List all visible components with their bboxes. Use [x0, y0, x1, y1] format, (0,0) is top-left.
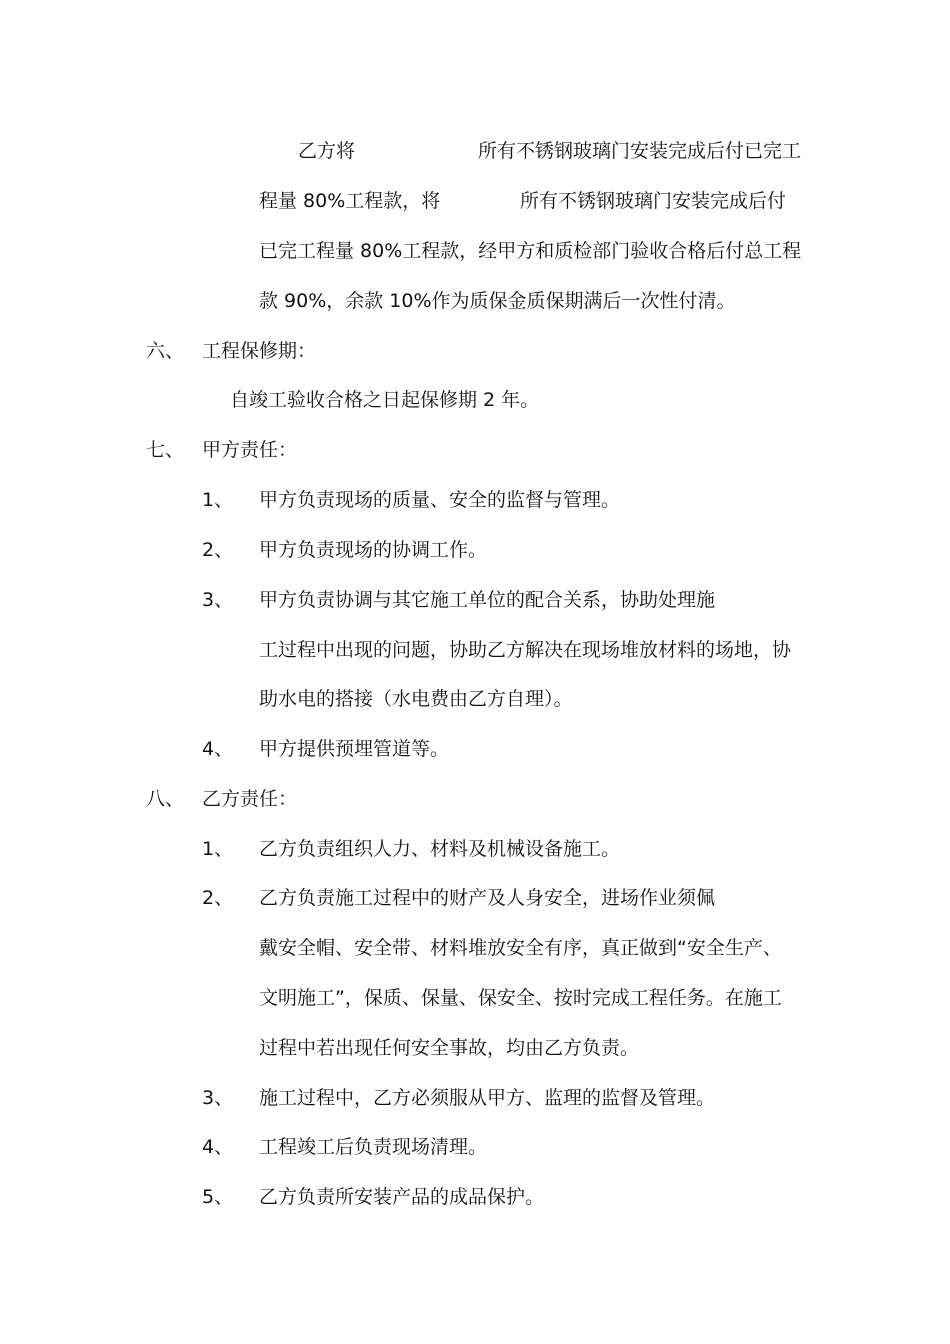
payment-line-2b: 所有不锈钢玻璃门安装完成后付	[520, 190, 787, 212]
payment-line-4: 款 90%，余款 10%作为质保金质保期满后一次性付清。	[259, 290, 736, 312]
section8-item-5-number: 5、	[202, 1186, 234, 1208]
section8-number: 八、	[146, 788, 185, 810]
section8-item-1-line-1: 乙方负责组织人力、材料及机械设备施工。	[259, 838, 621, 860]
payment-line-1b: 所有不锈钢玻璃门安装完成后付已完工	[478, 140, 802, 162]
section6-body: 自竣工验收合格之日起保修期 2 年。	[230, 389, 540, 411]
section8-item-3-line-1: 施工过程中，乙方必须服从甲方、监理的监督及管理。	[259, 1087, 716, 1109]
section7-item-3-line-3: 助水电的搭接（水电费由乙方自理）。	[259, 688, 573, 710]
section8-item-5-line-1: 乙方负责所安装产品的成品保护。	[259, 1186, 545, 1208]
section7-item-1-number: 1、	[202, 489, 234, 511]
payment-line-3: 已完工程量 80%工程款，经甲方和质检部门验收合格后付总工程	[259, 240, 802, 262]
section8-item-4-line-1: 工程竣工后负责现场清理。	[259, 1136, 488, 1158]
section8-item-2-line-3: 文明施工”，保质、保量、保安全、按时完成工程任务。在施工	[259, 987, 782, 1009]
section7-item-3-number: 3、	[202, 589, 234, 611]
section7-item-2-line-1: 甲方负责现场的协调工作。	[259, 539, 488, 561]
section8-item-4-number: 4、	[202, 1136, 234, 1158]
section6-title: 工程保修期：	[202, 340, 317, 362]
section7-number: 七、	[146, 439, 185, 461]
section7-item-4-number: 4、	[202, 738, 234, 760]
section7-item-2-number: 2、	[202, 539, 234, 561]
payment-line-1a: 乙方将	[298, 140, 356, 162]
section8-item-1-number: 1、	[202, 838, 234, 860]
section7-item-4-line-1: 甲方提供预埋管道等。	[259, 738, 450, 760]
section7-item-1-line-1: 甲方负责现场的质量、安全的监督与管理。	[259, 489, 621, 511]
section7-title: 甲方责任：	[202, 439, 298, 461]
section7-item-3-line-1: 甲方负责协调与其它施工单位的配合关系，协助处理施	[259, 589, 716, 611]
section8-item-2-number: 2、	[202, 887, 234, 909]
section8-item-2-line-4: 过程中若出现任何安全事故，均由乙方负责。	[259, 1037, 640, 1059]
payment-line-2a: 程量 80%工程款，将	[259, 190, 441, 212]
section7-item-3-line-2: 工过程中出现的问题，协助乙方解决在现场堆放材料的场地，协	[259, 639, 792, 661]
section8-item-3-number: 3、	[202, 1087, 234, 1109]
section8-title: 乙方责任：	[202, 788, 298, 810]
section8-item-2-line-1: 乙方负责施工过程中的财产及人身安全，进场作业须佩	[259, 887, 716, 909]
section8-item-2-line-2: 戴安全帽、安全带、材料堆放安全有序，真正做到“安全生产、	[259, 937, 782, 959]
section6-number: 六、	[146, 340, 185, 362]
